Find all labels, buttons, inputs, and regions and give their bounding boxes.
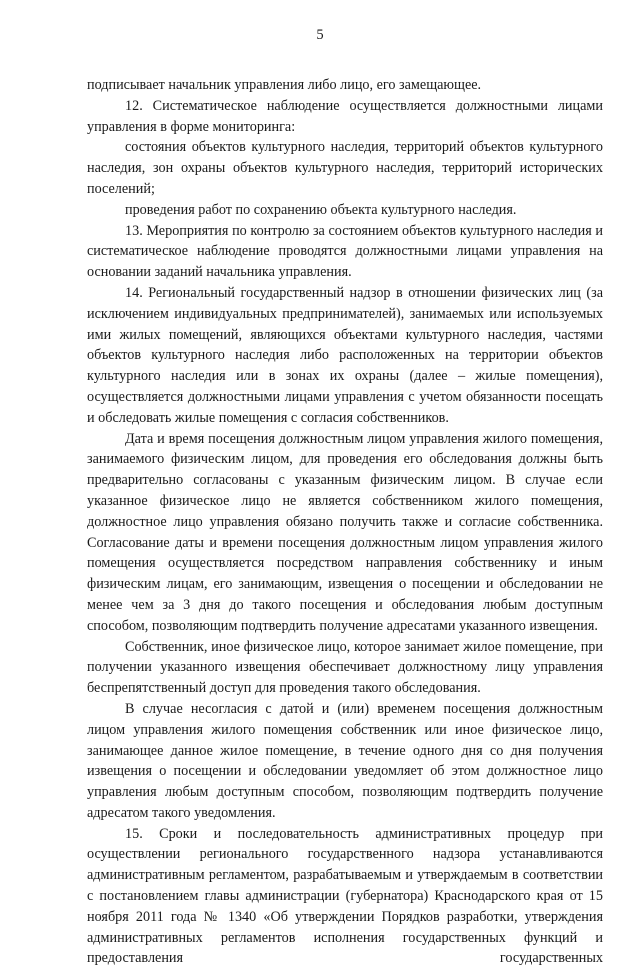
paragraph-12-item-state: состояния объектов культурного наследия, территорий объектов культурного наследия, зон охраны объектов культурного наследия, территорий исторических поселений; (87, 139, 603, 197)
page-number: 5 (316, 27, 324, 43)
paragraph-continuation: подписывает начальник управления либо лицо, его замещающее. (87, 77, 482, 93)
paragraph-15: 15. Сроки и последовательность административных процедур при осуществлении регионального государственного надзора устанавливаются административным регламентом, разрабатываемым и утверждаемым в соответствии с постановлением главы администрации (губернатора) Краснодарского края от 15 ноября 2011 года № 1340 «Об утверждении Порядков разработки, утверждения административных регламентов исполнения государственных функций и предоставления государственных (87, 825, 603, 967)
paragraph-12-item-works: проведения работ по сохранению объекта культурного наследия. (125, 201, 517, 218)
paragraph-13: 13. Мероприятия по контролю за состоянием объектов культурного наследия и систематическое наблюдение проводятся должностными лицами управления на основании заданий начальника управления. (87, 222, 603, 281)
paragraph-disagreement: В случае несогласия с датой и (или) временем посещения должностным лицом управления жилого помещения собственник или иное физическое лицо, занимающее данное жилое помещение, в течение одного дня со дня получения извещения о посещении и обследовании уведомляет об этом должностное лицо управления любым доступным способом, позволяющим подтвердить получение адресатом такого уведомления. (87, 700, 603, 821)
paragraph-owner-access: Собственник, иное физическое лицо, которое занимает жилое помещение, при получении указанного извещения обеспечивает должностному лицу управления беспрепятственный доступ для проведения такого обследования. (87, 638, 603, 697)
paragraph-visit-date: Дата и время посещения должностным лицом управления жилого помещения, занимаемого физическим лицом, для проведения его обследования должны быть предварительно согласованы с указанным физическим лицом. В случае если указанное физическое лицо не является собственником жилого помещения, должностное лицо управления обязано получить также и согласие собственника. Согласование даты и времени посещения должностным лицом управления жилого помещения осуществляется посредством направления собственнику и иным физическим лицам, его занимающим, извещения о посещении и обследовании не менее чем за 3 дня до такого посещения и обследования любым доступным способом, позволяющим подтвердить получение адресатами указанного извещения. (87, 430, 603, 634)
document-body (87, 75, 603, 969)
paragraph-14: 14. Региональный государственный надзор в отношении физических лиц (за исключением индивидуальных предпринимателей), занимаемых или используемых ими жилых помещений, являющихся объектами культурного наследия, частями объектов культурного наследия либо расположенных на территории объектов культурного наследия или в зонах их охраны (далее – жилые помещения), осуществляется должностными лицами управления с учетом обязанности посещать и обследовать жилые помещения с согласия собственников. (87, 284, 603, 426)
paragraph-12: 12. Систематическое наблюдение осуществляется должностными лицами управления в форме мониторинга: (87, 97, 603, 135)
